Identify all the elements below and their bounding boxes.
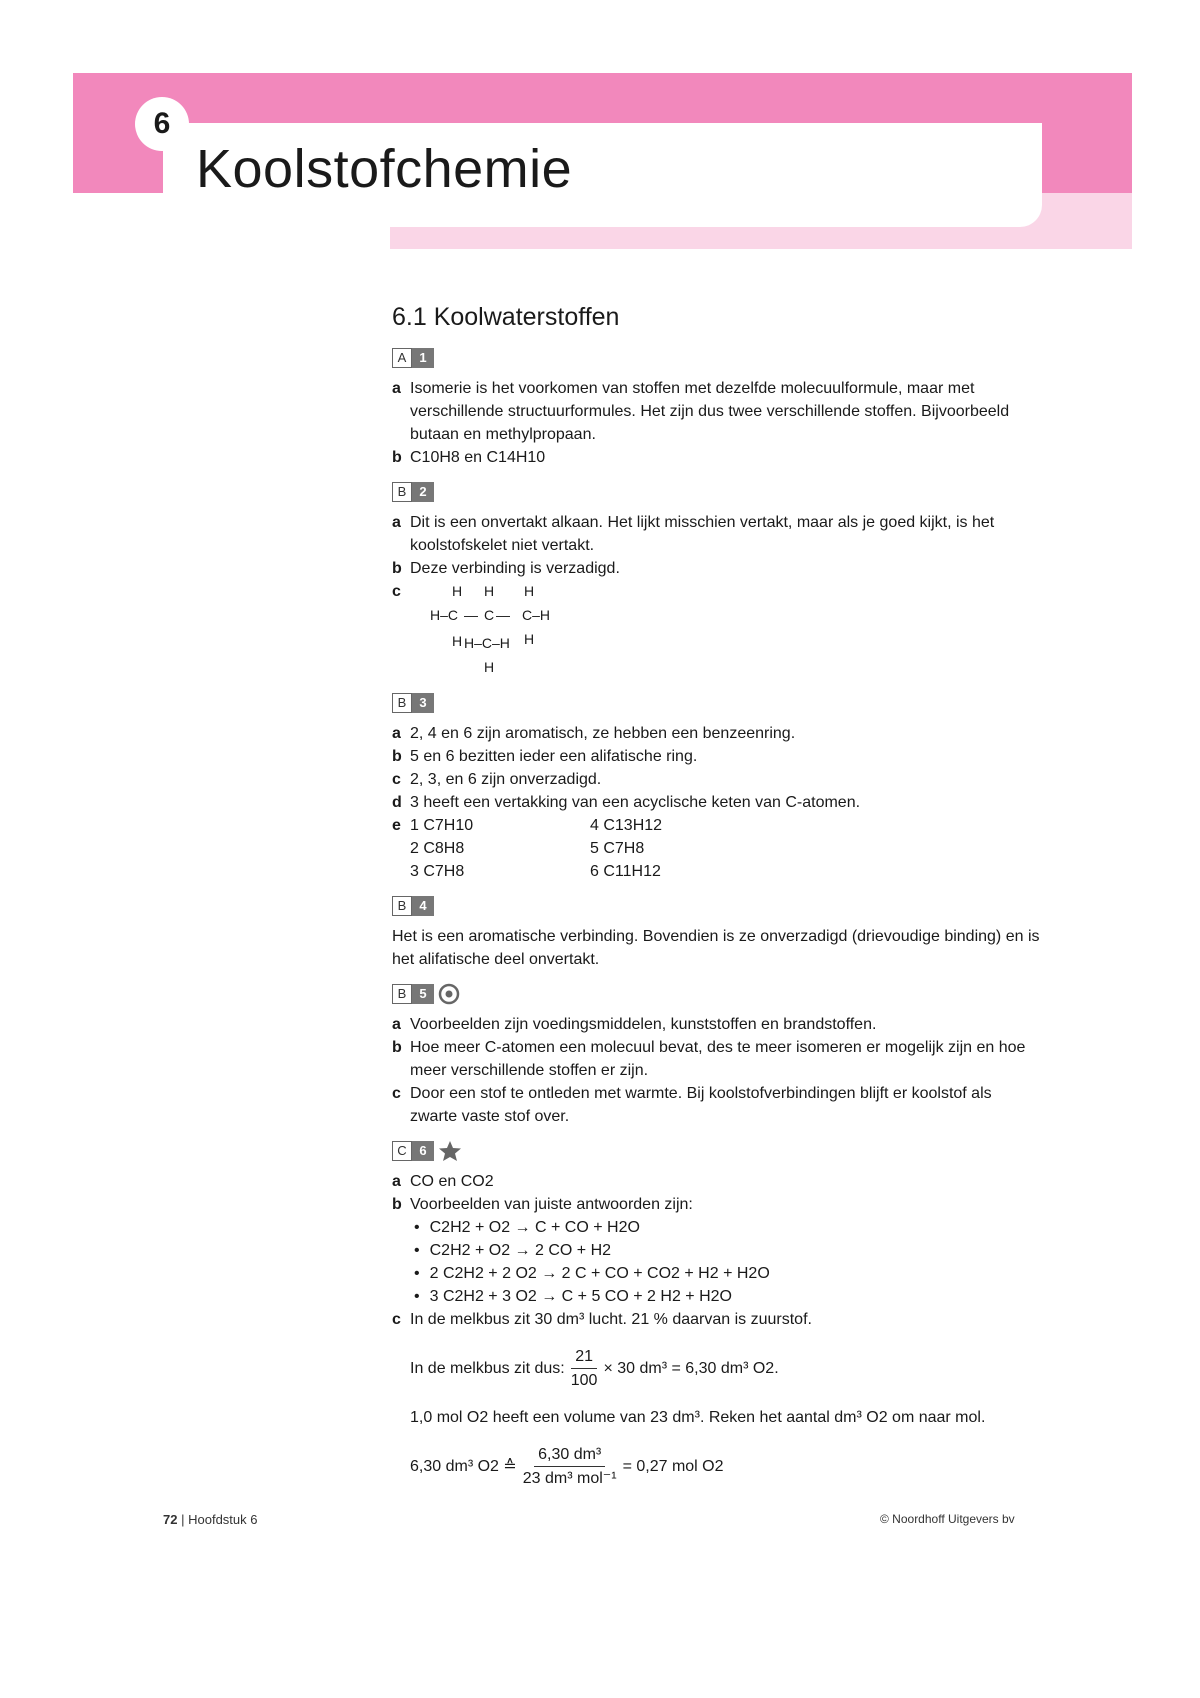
item-label: c xyxy=(392,1311,401,1328)
item-label: c xyxy=(392,771,401,788)
calculation-line xyxy=(410,1443,1042,1490)
answer-item xyxy=(392,768,1042,791)
atom-h: H xyxy=(452,633,463,649)
target-icon xyxy=(438,983,460,1005)
question-1 xyxy=(392,347,1042,469)
item-label: c xyxy=(392,583,401,600)
fraction-numerator: 6,30 dm³ xyxy=(534,1443,605,1467)
fraction-numerator: 21 xyxy=(571,1345,597,1369)
answer-text: Het is een aromatische verbinding. Bovendien is ze onverzadigd (drievoudige binding) en is het alifatische deel onvertakt. xyxy=(392,928,1040,968)
formula-item: 2 C8H8 xyxy=(410,840,465,857)
copyright: © Noordhoff Uitgevers bv xyxy=(880,1512,1015,1526)
calculation-line xyxy=(410,1345,1042,1392)
atom-h: H xyxy=(484,659,495,675)
reaction-list xyxy=(392,1216,1042,1308)
answer-item xyxy=(392,791,1042,814)
item-label: b xyxy=(392,748,402,765)
question-header xyxy=(392,1140,1042,1162)
answer-item xyxy=(392,1193,1042,1216)
atom-group: H–C–H xyxy=(464,635,510,651)
section-title: 6.1 Koolwaterstoffen xyxy=(392,303,620,331)
item-label: b xyxy=(392,449,402,466)
calc-suffix: = 0,27 mol O2 xyxy=(622,1458,724,1475)
question-header xyxy=(392,692,1042,714)
item-text: 2, 3, en 6 zijn onverzadigd. xyxy=(410,771,602,788)
answer-item xyxy=(392,377,1042,446)
calc-text: 1,0 mol O2 heeft een volume van 23 dm³. Reken het aantal dm³ O2 om naar mol. xyxy=(410,1409,986,1426)
reaction-equation: • C2H2 + O2 → C + CO + H2O xyxy=(414,1216,1042,1239)
item-text: Voorbeelden zijn voedingsmiddelen, kunststoffen en brandstoffen. xyxy=(410,1016,877,1033)
item-label: e xyxy=(392,817,401,834)
item-text: 3 heeft een vertakking van een acyclische keten van C-atomen. xyxy=(410,794,861,811)
item-label: b xyxy=(392,1039,402,1056)
question-3 xyxy=(392,692,1042,883)
item-label: d xyxy=(392,794,402,811)
item-text: 5 en 6 bezitten ieder een alifatische ring. xyxy=(410,748,698,765)
question-6 xyxy=(392,1140,1042,1490)
question-header xyxy=(392,983,1042,1005)
level-badge: B xyxy=(392,896,412,916)
atom-group: H–C xyxy=(430,607,459,623)
reaction-equation: • C2H2 + O2 → 2 CO + H2 xyxy=(414,1239,1042,1262)
formula-item: 4 C13H12 xyxy=(590,817,663,834)
answer-item xyxy=(392,722,1042,745)
atom-h: H xyxy=(484,583,495,599)
question-2 xyxy=(392,481,1042,680)
answers-content xyxy=(392,300,1042,1490)
reaction-equation: • 3 C2H2 + 3 O2 → C + 5 CO + 2 H2 + H2O xyxy=(414,1285,1042,1308)
item-text: CO en CO2 xyxy=(410,1173,494,1190)
bond: — xyxy=(496,607,510,623)
level-badge: B xyxy=(392,482,412,502)
answer-item xyxy=(392,814,1042,883)
reaction-equation: • 2 C2H2 + 2 O2 → 2 C + CO + CO2 + H2 + H2O xyxy=(414,1262,1042,1285)
chapter-title: Koolstofchemie xyxy=(196,139,573,199)
formula-item: 3 C7H8 xyxy=(410,863,465,880)
formula-columns xyxy=(410,814,770,883)
item-text: Door een stof te ontleden met warmte. Bij koolstofverbindingen blijft er koolstof als zwarte vaste stof over. xyxy=(410,1085,992,1125)
item-label: a xyxy=(392,514,401,531)
item-text: 2, 4 en 6 zijn aromatisch, ze hebben een benzeenring. xyxy=(410,725,796,742)
item-text: Hoe meer C-atomen een molecuul bevat, des te meer isomeren er mogelijk zijn en hoe meer verschillende stoffen er zijn. xyxy=(410,1039,1026,1079)
answer-item xyxy=(392,1308,1042,1331)
page-number: 72 xyxy=(163,1512,178,1527)
question-header xyxy=(392,481,1042,503)
item-label: a xyxy=(392,1173,401,1190)
answer-item xyxy=(392,511,1042,557)
bond: — xyxy=(464,607,478,623)
item-label: a xyxy=(392,1016,401,1033)
answer-item xyxy=(392,1082,1042,1128)
number-badge: 1 xyxy=(412,348,434,368)
atom-h: H xyxy=(452,583,463,599)
formula-item: 5 C7H8 xyxy=(590,840,645,857)
question-header xyxy=(392,347,1042,369)
item-text: Dit is een onvertakt alkaan. Het lijkt misschien vertakt, maar als je goed kijkt, is het koolstofskelet niet vertakt. xyxy=(410,514,995,554)
question-5 xyxy=(392,983,1042,1128)
answer-item xyxy=(392,1013,1042,1036)
number-badge: 3 xyxy=(412,693,434,713)
item-text: In de melkbus zit 30 dm³ lucht. 21 % daarvan is zuurstof. xyxy=(410,1311,812,1328)
calc-prefix: In de melkbus zit dus: xyxy=(410,1360,565,1377)
calc-prefix: 6,30 dm³ O2 ≙ xyxy=(410,1458,517,1475)
question-4 xyxy=(392,895,1042,971)
atom-c: C xyxy=(484,607,495,623)
atom-h: H xyxy=(524,583,535,599)
number-badge: 6 xyxy=(412,1141,434,1161)
fraction xyxy=(523,1443,617,1490)
star-icon xyxy=(438,1140,462,1162)
item-text: Isomerie is het voorkomen van stoffen met dezelfde molecuulformule, maar met verschillende structuurformules. Het zijn dus twee verschillende stoffen. Bijvoorbeeld butaan en methylpropaan. xyxy=(410,380,1010,443)
item-label: a xyxy=(392,380,401,397)
formula-item: 6 C11H12 xyxy=(590,863,661,880)
item-label: b xyxy=(392,560,402,577)
answer-item xyxy=(392,580,1042,680)
atom-group: C–H xyxy=(522,607,551,623)
fraction-denominator: 100 xyxy=(570,1372,598,1389)
item-text: Voorbeelden van juiste antwoorden zijn: xyxy=(410,1196,693,1213)
structural-formula xyxy=(428,580,588,680)
formula-column xyxy=(590,814,770,883)
level-badge: B xyxy=(392,984,412,1004)
item-label: b xyxy=(392,1196,402,1213)
answer-item xyxy=(392,1036,1042,1082)
formula-item: 1 C7H10 xyxy=(410,817,474,834)
page-footer-left xyxy=(163,1512,257,1527)
answer-item xyxy=(392,745,1042,768)
item-label: a xyxy=(392,725,401,742)
number-badge: 5 xyxy=(412,984,434,1004)
answer-item xyxy=(392,1170,1042,1193)
calculation-line xyxy=(410,1406,1042,1429)
fraction-denominator: 23 dm³ mol⁻¹ xyxy=(522,1470,617,1487)
chapter-number: 6 xyxy=(135,97,189,151)
fraction xyxy=(571,1345,598,1392)
atom-h: H xyxy=(524,631,535,647)
question-header xyxy=(392,895,1042,917)
formula-column xyxy=(410,814,590,883)
item-label: c xyxy=(392,1085,401,1102)
item-text: C10H8 en C14H10 xyxy=(410,449,546,466)
number-badge: 2 xyxy=(412,482,434,502)
number-badge: 4 xyxy=(412,896,434,916)
item-text: Deze verbinding is verzadigd. xyxy=(410,560,620,577)
footer-chapter: Hoofdstuk 6 xyxy=(188,1512,258,1527)
answer-item xyxy=(392,446,1042,469)
level-badge: C xyxy=(392,1141,412,1161)
footer-separator: | xyxy=(181,1512,185,1527)
answer-item xyxy=(392,557,1042,580)
level-badge: A xyxy=(392,348,412,368)
level-badge: B xyxy=(392,693,412,713)
calc-suffix: × 30 dm³ = 6,30 dm³ O2. xyxy=(603,1360,779,1377)
